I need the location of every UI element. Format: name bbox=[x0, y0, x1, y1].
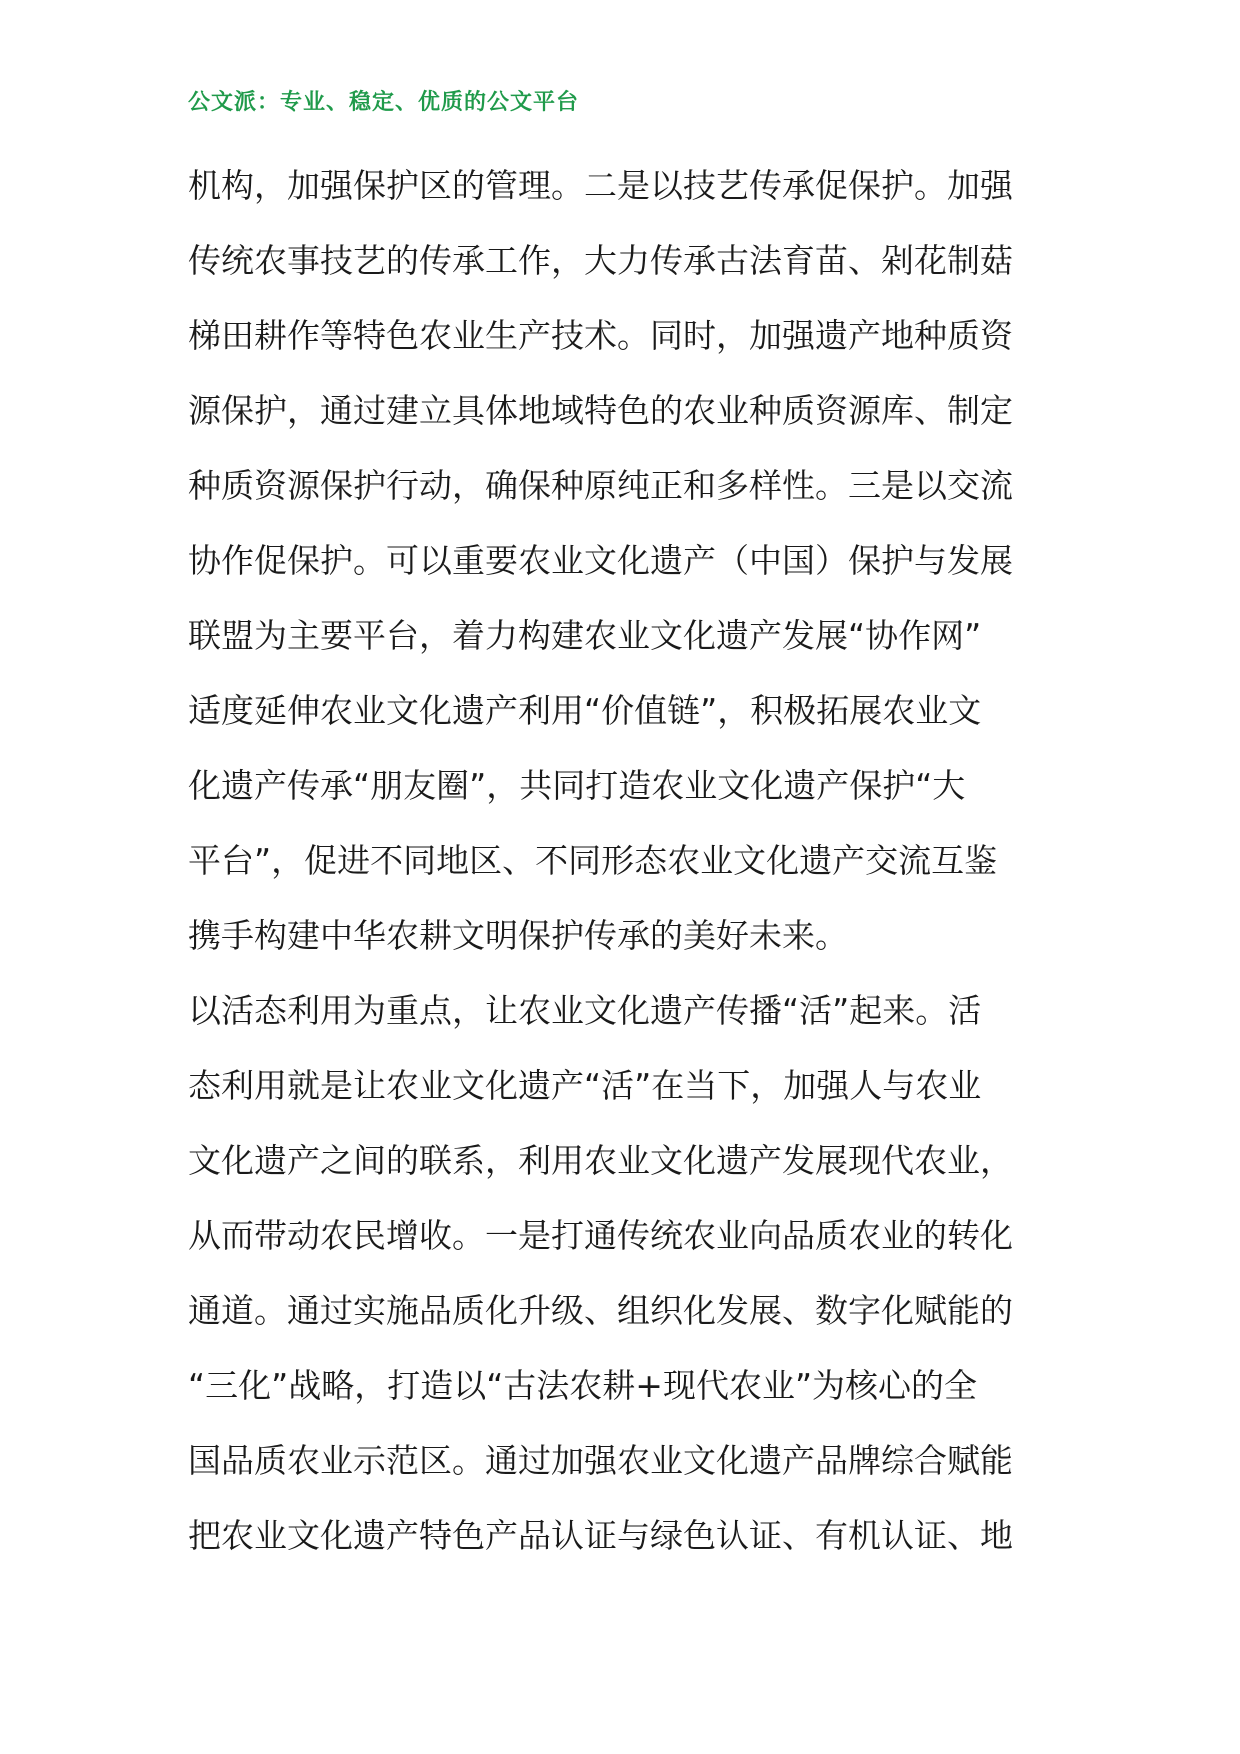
text-line: 协作促保护。可以重要农业文化遗产（中国）保护与发展 bbox=[188, 541, 1013, 580]
document-header: 公文派：专业、稳定、优质的公文平台 bbox=[188, 90, 580, 115]
document-body bbox=[188, 166, 1056, 1591]
paragraph-1 bbox=[188, 166, 1056, 991]
text-line: “三化”战略，打造以“古法农耕+现代农业”为核心的全 bbox=[188, 1366, 978, 1405]
text-line: 适度延伸农业文化遗产利用“价值链”，积极拓展农业文 bbox=[188, 691, 982, 730]
text-line: 国品质农业示范区。通过加强农业文化遗产品牌综合赋能 bbox=[188, 1441, 1013, 1480]
text-line: 种质资源保护行动，确保种原纯正和多样性。三是以交流 bbox=[188, 466, 1013, 505]
text-line: 传统农事技艺的传承工作，大力传承古法育苗、剁花制菇 bbox=[188, 241, 1013, 280]
text-line: 机构，加强保护区的管理。二是以技艺传承促保护。加强 bbox=[188, 166, 1013, 205]
text-line: 化遗产传承“朋友圈”，共同打造农业文化遗产保护“大 bbox=[188, 766, 966, 805]
text-line: 从而带动农民增收。一是打通传统农业向品质农业的转化 bbox=[188, 1216, 1013, 1255]
text-line: 梯田耕作等特色农业生产技术。同时，加强遗产地种质资 bbox=[188, 316, 1013, 355]
text-line: 文化遗产之间的联系，利用农业文化遗产发展现代农业， bbox=[188, 1141, 1013, 1180]
text-line: 平台”，促进不同地区、不同形态农业文化遗产交流互鉴 bbox=[188, 841, 998, 880]
text-line: 态利用就是让农业文化遗产“活”在当下，加强人与农业 bbox=[188, 1066, 982, 1105]
paragraph-2 bbox=[188, 991, 1056, 1591]
text-line: 携手构建中华农耕文明保护传承的美好未来。 bbox=[188, 916, 848, 955]
text-line: 以活态利用为重点，让农业文化遗产传播“活”起来。活 bbox=[188, 991, 982, 1030]
text-line: 源保护，通过建立具体地域特色的农业种质资源库、制定 bbox=[188, 391, 1013, 430]
text-line: 联盟为主要平台，着力构建农业文化遗产发展“协作网” bbox=[188, 616, 982, 655]
text-line: 通道。通过实施品质化升级、组织化发展、数字化赋能的 bbox=[188, 1291, 1013, 1330]
text-line: 把农业文化遗产特色产品认证与绿色认证、有机认证、地 bbox=[188, 1516, 1013, 1555]
